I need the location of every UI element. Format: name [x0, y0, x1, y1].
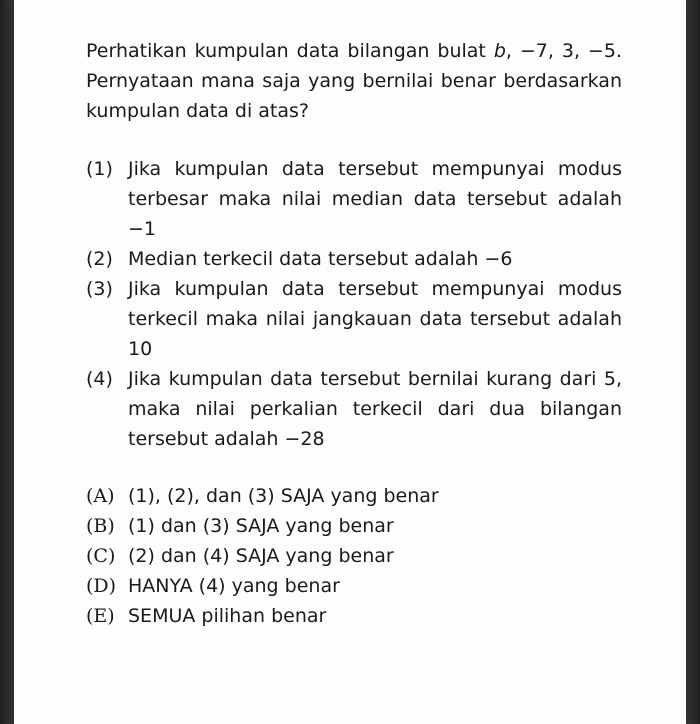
option-e[interactable]: [86, 601, 622, 631]
option-c[interactable]: [86, 541, 622, 571]
statement-2: [86, 244, 622, 274]
option-text: SEMUA pilihan benar: [128, 605, 327, 627]
question-rest: , −7, 3, −5. Pernyataan mana saja yang bernilai benar berdasarkan kumpulan data di atas?: [86, 40, 622, 122]
option-text: (2) dan (4) SAJA yang benar: [128, 545, 394, 567]
question-intro: Perhatikan kumpulan data bilangan bulat: [86, 40, 494, 62]
page-edge-right: [686, 0, 700, 724]
option-letter: (E): [86, 605, 115, 627]
option-letter: (C): [86, 545, 116, 567]
option-a[interactable]: [86, 481, 622, 511]
statement-text: Jika kumpulan data tersebut mempunyai modus terbesar maka nilai median data tersebut adalah −1: [128, 158, 622, 240]
option-text: HANYA (4) yang benar: [128, 575, 340, 597]
option-letter: (D): [86, 575, 117, 597]
statement-3: [86, 274, 622, 364]
option-letter: (A): [86, 485, 115, 507]
option-b[interactable]: [86, 511, 622, 541]
statement-4: [86, 364, 622, 454]
statement-number: (2): [86, 248, 113, 270]
option-d[interactable]: [86, 571, 622, 601]
option-text: (1), (2), dan (3) SAJA yang benar: [128, 485, 439, 507]
question-stem: [86, 36, 622, 126]
question-variable: b: [493, 40, 506, 62]
answer-options: [86, 481, 622, 631]
question-content: [86, 36, 622, 631]
statement-number: (4): [86, 368, 113, 390]
statement-text: Jika kumpulan data tersebut bernilai kurang dari 5, maka nilai perkalian terkecil dari dua bilangan tersebut adalah −28: [128, 368, 622, 450]
statement-number: (3): [86, 278, 113, 300]
statement-text: Median terkecil data tersebut adalah −6: [128, 248, 513, 270]
option-letter: (B): [86, 515, 115, 537]
statement-list: [86, 154, 622, 454]
statement-1: [86, 154, 622, 244]
option-text: (1) dan (3) SAJA yang benar: [128, 515, 394, 537]
statement-text: Jika kumpulan data tersebut mempunyai modus terkecil maka nilai jangkauan data tersebut adalah 10: [128, 278, 622, 360]
statement-number: (1): [86, 158, 113, 180]
page-edge-left: [0, 0, 14, 724]
